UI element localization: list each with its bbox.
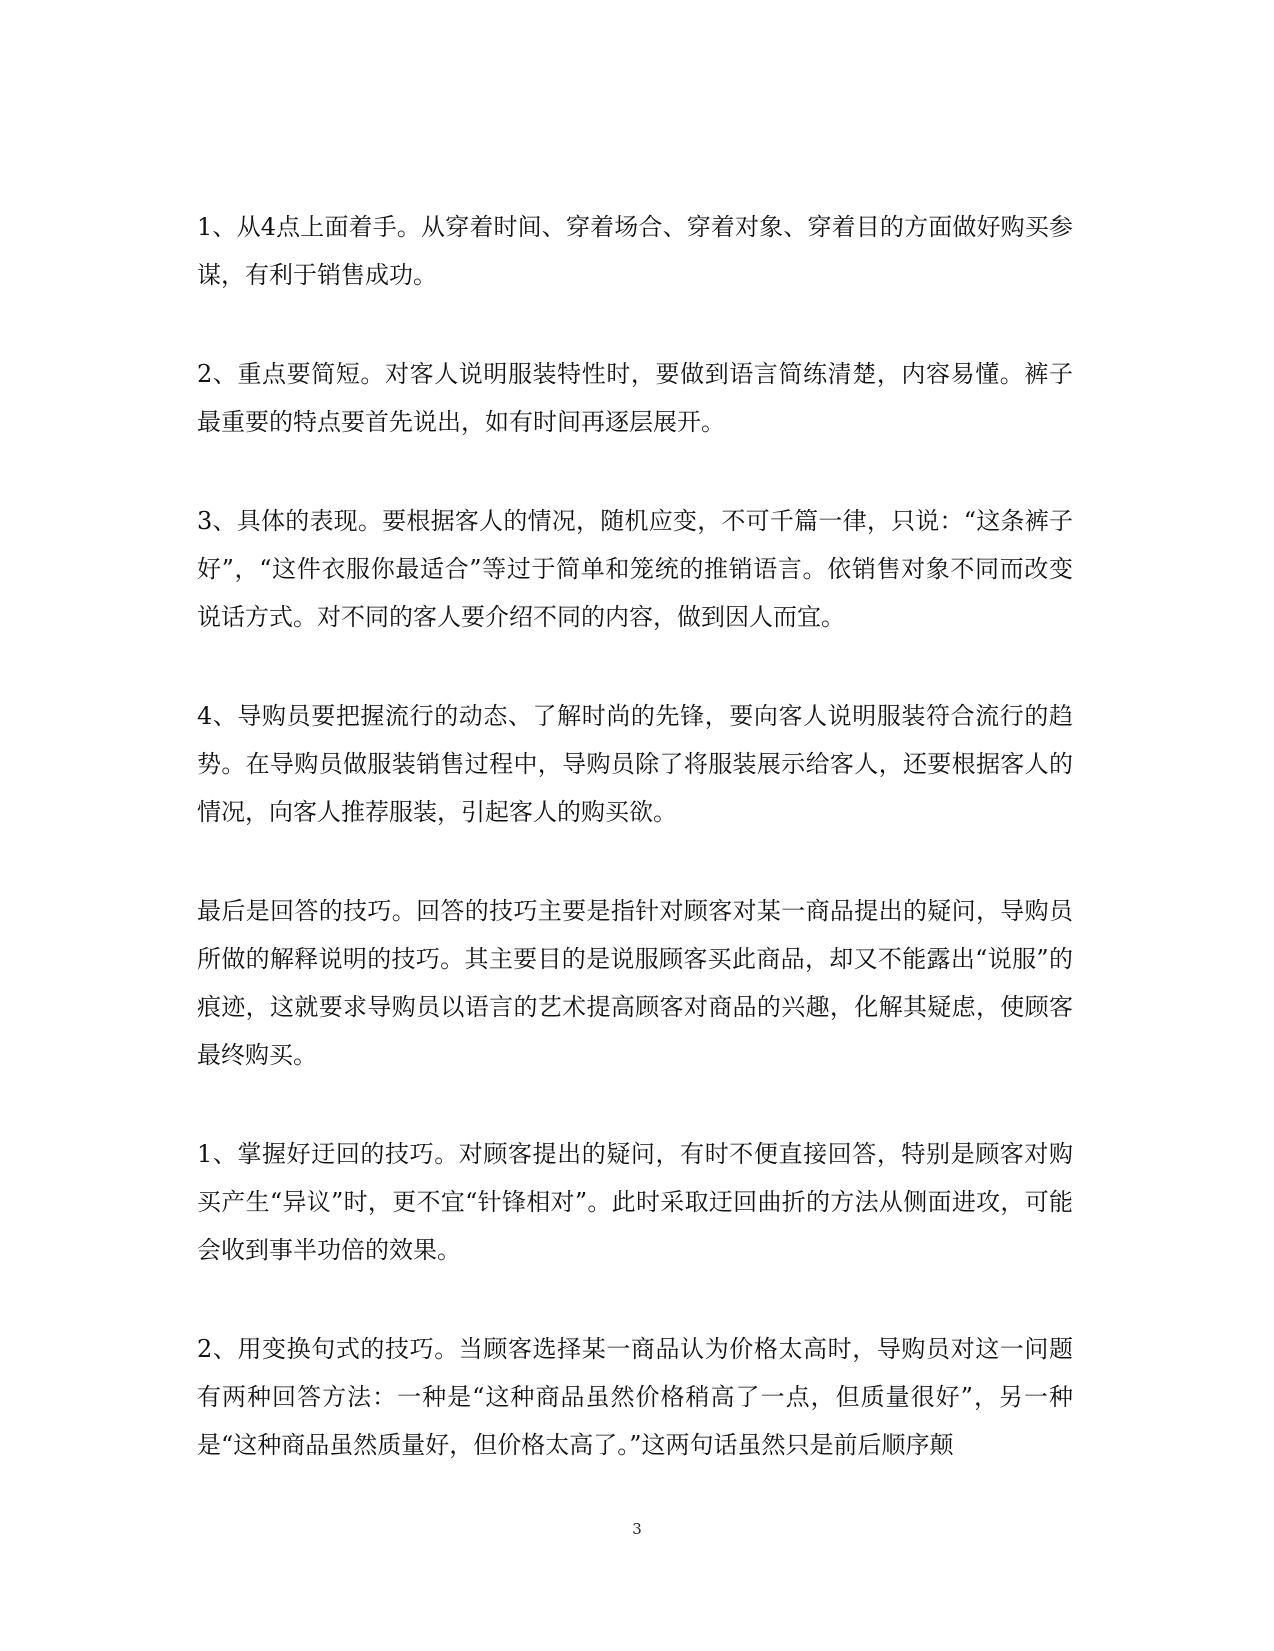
paragraph-1: 1、从4点上面着手。从穿着时间、穿着场合、穿着对象、穿着目的方面做好购买参谋，有利于销售成功。 xyxy=(197,213,1073,289)
paragraph-2: 2、重点要简短。对客人说明服装特性时，要做到语言简练清楚，内容易懂。裤子最重要的特点要首先说出，如有时间再逐层展开。 xyxy=(197,360,1073,436)
paragraph-7: 2、用变换句式的技巧。当顾客选择某一商品认为价格太高时，导购员对这一问题有两种回答方法：一种是“这种商品虽然价格稍高了一点，但质量很好”，另一种是“这种商品虽然质量好，但价格太高了。”这两句话虽然只是前后顺序颠 xyxy=(197,1335,1073,1459)
paragraph-3: 3、具体的表现。要根据客人的情况，随机应变，不可千篇一律，只说：“这条裤子好”，“这件衣服你最适合”等过于简单和笼统的推销语言。依销售对象不同而改变说话方式。对不同的客人要介绍不同的内容，做到因人而宜。 xyxy=(197,507,1073,631)
page-number: 3 xyxy=(632,1520,642,1538)
paragraph-5: 最后是回答的技巧。回答的技巧主要是指针对顾客对某一商品提出的疑问，导购员所做的解释说明的技巧。其主要目的是说服顾客买此商品，却又不能露出“说服”的痕迹，这就要求导购员以语言的艺术提高顾客对商品的兴趣，化解其疑虑，使顾客最终购买。 xyxy=(197,897,1073,1069)
paragraph-6: 1、掌握好迂回的技巧。对顾客提出的疑问，有时不便直接回答，特别是顾客对购买产生“异议”时，更不宜“针锋相对”。此时采取迂回曲折的方法从侧面进攻，可能会收到事半功倍的效果。 xyxy=(197,1140,1073,1264)
document-body xyxy=(197,203,1073,1520)
paragraph-4: 4、导购员要把握流行的动态、了解时尚的先锋，要向客人说明服装符合流行的趋势。在导购员做服装销售过程中，导购员除了将服装展示给客人，还要根据客人的情况，向客人推荐服装，引起客人的购买欲。 xyxy=(197,702,1073,826)
